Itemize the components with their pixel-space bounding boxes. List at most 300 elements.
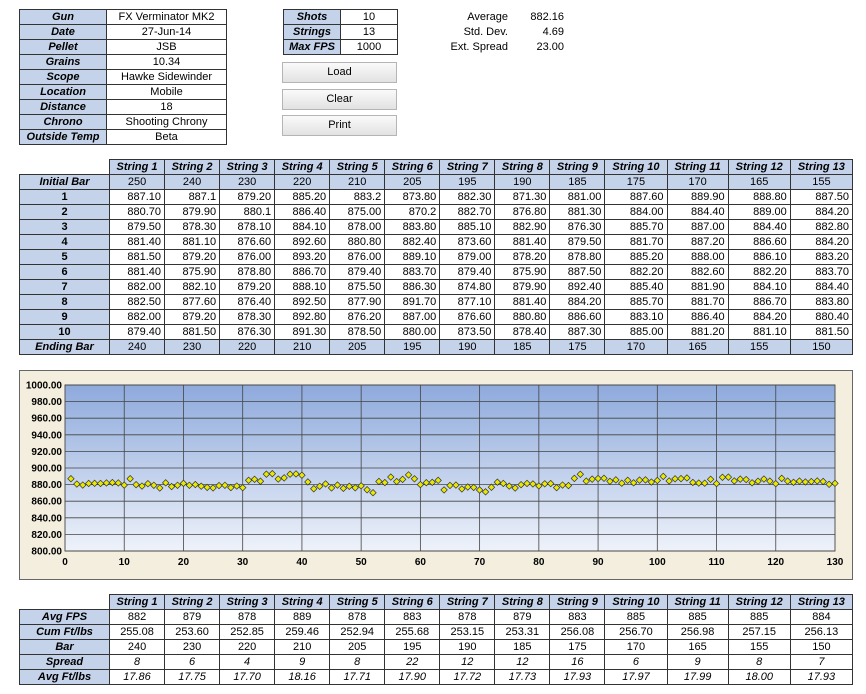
summary-cell: 255.68 xyxy=(385,625,440,640)
shot-cell[interactable]: 881.30 xyxy=(550,205,605,220)
x-tick-label: 60 xyxy=(414,557,426,568)
shot-cell[interactable]: 875.90 xyxy=(165,265,220,280)
shot-cell[interactable]: 880.1 xyxy=(220,205,275,220)
string-header: String 7 xyxy=(440,160,495,175)
setup-label: Outside Temp xyxy=(20,130,107,145)
summary-header: String 10 xyxy=(605,595,667,610)
shot-cell[interactable]: 885.40 xyxy=(605,280,667,295)
summary-cell: 6 xyxy=(165,655,220,670)
summary-cell: 17.70 xyxy=(220,670,275,685)
shot-cell[interactable]: 886.10 xyxy=(728,250,790,265)
shot-cell[interactable]: 891.30 xyxy=(275,325,330,340)
string-header: String 13 xyxy=(790,160,852,175)
param-row xyxy=(284,10,398,25)
shot-cell[interactable]: 879.20 xyxy=(165,310,220,325)
load-button[interactable]: Load xyxy=(282,62,397,83)
shot-cell[interactable]: 878.20 xyxy=(495,250,550,265)
y-axis-ticks xyxy=(26,381,63,558)
string-header: String 8 xyxy=(495,160,550,175)
y-tick-label: 840.00 xyxy=(31,513,62,525)
shot-row xyxy=(20,265,853,280)
summary-row xyxy=(20,640,853,655)
ending-bar-cell[interactable]: 210 xyxy=(275,340,330,355)
x-tick-label: 90 xyxy=(592,557,604,568)
shot-cell[interactable]: 887.30 xyxy=(550,325,605,340)
shot-cell[interactable]: 884.40 xyxy=(728,220,790,235)
initial-bar-cell[interactable]: 250 xyxy=(110,175,165,190)
summary-cell: 7 xyxy=(790,655,852,670)
summary-cell: 17.90 xyxy=(385,670,440,685)
shot-cell[interactable]: 880.00 xyxy=(385,325,440,340)
shot-cell[interactable]: 883.10 xyxy=(605,310,667,325)
setup-value[interactable]: 27-Jun-14 xyxy=(107,25,227,40)
shot-number: 5 xyxy=(20,250,110,265)
shot-cell[interactable]: 884.00 xyxy=(605,205,667,220)
shot-cell[interactable]: 878.30 xyxy=(165,220,220,235)
shot-cell[interactable]: 881.40 xyxy=(495,295,550,310)
setup-value[interactable]: 18 xyxy=(107,100,227,115)
shot-cell[interactable]: 880.80 xyxy=(330,235,385,250)
setup-row xyxy=(20,40,227,55)
shot-cell[interactable]: 882.70 xyxy=(440,205,495,220)
shot-cell[interactable]: 887.50 xyxy=(790,190,852,205)
summary-cell: 883 xyxy=(385,610,440,625)
summary-header: String 11 xyxy=(667,595,728,610)
shot-row xyxy=(20,325,853,340)
initial-bar-cell[interactable]: 165 xyxy=(728,175,790,190)
string-header: String 2 xyxy=(165,160,220,175)
shot-cell[interactable]: 876.60 xyxy=(220,235,275,250)
summary-cell: 4 xyxy=(220,655,275,670)
shot-cell[interactable]: 879.50 xyxy=(110,220,165,235)
shot-cell[interactable]: 885.10 xyxy=(440,220,495,235)
shot-cell[interactable]: 892.50 xyxy=(275,295,330,310)
shot-row xyxy=(20,205,853,220)
string-header: String 11 xyxy=(667,160,728,175)
stat-row xyxy=(440,25,564,40)
shot-cell[interactable]: 884.10 xyxy=(275,220,330,235)
initial-bar-cell[interactable]: 230 xyxy=(220,175,275,190)
param-value[interactable]: 1000 xyxy=(341,40,398,55)
setup-label: Chrono xyxy=(20,115,107,130)
ending-bar-cell[interactable]: 165 xyxy=(667,340,728,355)
shot-cell[interactable]: 878.80 xyxy=(220,265,275,280)
shot-cell[interactable]: 884.40 xyxy=(790,280,852,295)
summary-cell: 884 xyxy=(790,610,852,625)
shot-row xyxy=(20,220,853,235)
shot-cell[interactable]: 871.30 xyxy=(495,190,550,205)
ending-bar-cell[interactable]: 195 xyxy=(385,340,440,355)
shot-cell[interactable]: 884.20 xyxy=(728,310,790,325)
summary-cell: 256.08 xyxy=(550,625,605,640)
shot-cell[interactable]: 879.20 xyxy=(165,250,220,265)
ending-bar-cell[interactable]: 240 xyxy=(110,340,165,355)
setup-label: Distance xyxy=(20,100,107,115)
print-button[interactable]: Print xyxy=(282,115,397,136)
summary-cell: 17.86 xyxy=(110,670,165,685)
shot-cell[interactable]: 888.10 xyxy=(275,280,330,295)
summary-header: String 12 xyxy=(728,595,790,610)
shot-cell[interactable]: 875.90 xyxy=(495,265,550,280)
shot-cell[interactable]: 882.30 xyxy=(440,190,495,205)
stat-value: 4.69 xyxy=(542,26,564,38)
summary-header: String 9 xyxy=(550,595,605,610)
setup-value[interactable]: FX Verminator MK2 xyxy=(107,10,227,25)
setup-value[interactable]: Shooting Chrony xyxy=(107,115,227,130)
shot-cell[interactable]: 882.00 xyxy=(110,280,165,295)
shot-cell[interactable]: 882.20 xyxy=(728,265,790,280)
summary-cell: 9 xyxy=(667,655,728,670)
param-label: Shots xyxy=(284,10,341,25)
clear-button[interactable]: Clear xyxy=(282,89,397,110)
shot-cell[interactable]: 884.20 xyxy=(790,205,852,220)
shot-cell[interactable]: 889.00 xyxy=(728,205,790,220)
shot-cell[interactable]: 881.50 xyxy=(110,250,165,265)
ending-bar-cell[interactable]: 155 xyxy=(728,340,790,355)
summary-cell: 256.70 xyxy=(605,625,667,640)
summary-cell: 165 xyxy=(667,640,728,655)
ending-bar-label: Ending Bar xyxy=(20,340,110,355)
shot-cell[interactable]: 885.20 xyxy=(275,190,330,205)
shot-cell[interactable]: 892.40 xyxy=(550,280,605,295)
ending-bar-cell[interactable]: 185 xyxy=(495,340,550,355)
summary-cell: 8 xyxy=(330,655,385,670)
shot-number: 4 xyxy=(20,235,110,250)
summary-cell: 885 xyxy=(728,610,790,625)
shot-cell[interactable]: 877.10 xyxy=(440,295,495,310)
summary-header: String 1 xyxy=(110,595,165,610)
initial-bar-cell[interactable]: 220 xyxy=(275,175,330,190)
summary-cell: 878 xyxy=(220,610,275,625)
summary-cell: 257.15 xyxy=(728,625,790,640)
shot-cell[interactable]: 881.50 xyxy=(790,325,852,340)
shot-cell[interactable]: 892.80 xyxy=(275,310,330,325)
shot-cell[interactable]: 877.90 xyxy=(330,295,385,310)
summary-header: String 3 xyxy=(220,595,275,610)
shot-cell[interactable]: 882.40 xyxy=(385,235,440,250)
shot-cell[interactable]: 885.70 xyxy=(605,295,667,310)
setup-row xyxy=(20,10,227,25)
shot-cell[interactable]: 883.2 xyxy=(330,190,385,205)
shot-cell[interactable]: 876.00 xyxy=(330,250,385,265)
param-label: Strings xyxy=(284,25,341,40)
fps-chart-frame xyxy=(19,370,853,580)
shot-cell[interactable]: 876.80 xyxy=(495,205,550,220)
setup-value[interactable]: Beta xyxy=(107,130,227,145)
ending-bar-cell[interactable]: 230 xyxy=(165,340,220,355)
summary-cell: 17.99 xyxy=(667,670,728,685)
shot-cell[interactable]: 877.60 xyxy=(165,295,220,310)
shot-cell[interactable]: 882.50 xyxy=(110,295,165,310)
setup-label: Gun xyxy=(20,10,107,25)
shot-cell[interactable]: 882.10 xyxy=(165,280,220,295)
summary-cell: 185 xyxy=(495,640,550,655)
summary-cell: 878 xyxy=(440,610,495,625)
summary-cell: 879 xyxy=(165,610,220,625)
setup-value[interactable]: Mobile xyxy=(107,85,227,100)
summary-label: Avg Ft/lbs xyxy=(20,670,110,685)
corner-cell xyxy=(20,595,110,610)
param-label: Max FPS xyxy=(284,40,341,55)
shot-cell[interactable]: 873.50 xyxy=(440,325,495,340)
shot-number: 1 xyxy=(20,190,110,205)
shot-cell[interactable]: 886.60 xyxy=(550,310,605,325)
shot-cell[interactable]: 884.10 xyxy=(728,280,790,295)
summary-cell: 9 xyxy=(275,655,330,670)
initial-bar-cell[interactable]: 170 xyxy=(667,175,728,190)
x-axis-ticks xyxy=(62,557,844,568)
string-header: String 3 xyxy=(220,160,275,175)
shot-cell[interactable]: 882.00 xyxy=(110,310,165,325)
string-header: String 9 xyxy=(550,160,605,175)
setup-value[interactable]: Hawke Sidewinder xyxy=(107,70,227,85)
initial-bar-cell[interactable]: 195 xyxy=(440,175,495,190)
shot-cell[interactable]: 881.10 xyxy=(728,325,790,340)
shot-cell[interactable]: 884.40 xyxy=(667,205,728,220)
y-tick-label: 960.00 xyxy=(31,413,62,425)
stat-value: 882.16 xyxy=(530,11,564,23)
initial-bar-cell[interactable]: 185 xyxy=(550,175,605,190)
shot-cell[interactable]: 873.80 xyxy=(385,190,440,205)
summary-table xyxy=(19,594,853,685)
summary-cell: 883 xyxy=(550,610,605,625)
shot-cell[interactable]: 879.00 xyxy=(440,250,495,265)
x-tick-label: 0 xyxy=(62,557,68,568)
summary-header: String 4 xyxy=(275,595,330,610)
shot-cell[interactable]: 876.20 xyxy=(330,310,385,325)
shot-cell[interactable]: 876.30 xyxy=(550,220,605,235)
shot-cell[interactable]: 879.20 xyxy=(220,190,275,205)
shot-cell[interactable]: 886.70 xyxy=(275,265,330,280)
summary-cell: 230 xyxy=(165,640,220,655)
summary-cell: 22 xyxy=(385,655,440,670)
ending-bar-cell[interactable]: 190 xyxy=(440,340,495,355)
setup-label: Grains xyxy=(20,55,107,70)
summary-cell: 253.60 xyxy=(165,625,220,640)
shot-cell[interactable]: 875.00 xyxy=(330,205,385,220)
shot-row xyxy=(20,190,853,205)
summary-cell: 8 xyxy=(110,655,165,670)
stats-panel xyxy=(440,10,564,55)
initial-bar-cell[interactable]: 240 xyxy=(165,175,220,190)
ending-bar-cell[interactable]: 170 xyxy=(605,340,667,355)
summary-cell: 256.13 xyxy=(790,625,852,640)
shot-cell[interactable]: 878.10 xyxy=(220,220,275,235)
setup-value[interactable]: JSB xyxy=(107,40,227,55)
x-tick-label: 130 xyxy=(826,557,844,568)
shot-cell[interactable]: 879.40 xyxy=(110,325,165,340)
shot-cell[interactable]: 882.20 xyxy=(605,265,667,280)
shot-cell[interactable]: 882.90 xyxy=(495,220,550,235)
summary-cell: 17.73 xyxy=(495,670,550,685)
shot-cell[interactable]: 881.00 xyxy=(550,190,605,205)
string-header: String 10 xyxy=(605,160,667,175)
x-tick-label: 20 xyxy=(177,557,190,568)
summary-cell: 12 xyxy=(440,655,495,670)
stat-value: 23.00 xyxy=(536,41,564,53)
setup-label: Location xyxy=(20,85,107,100)
setup-row xyxy=(20,55,227,70)
string-header: String 5 xyxy=(330,160,385,175)
shot-cell[interactable]: 880.40 xyxy=(790,310,852,325)
shot-cell[interactable]: 888.00 xyxy=(667,250,728,265)
summary-header: String 5 xyxy=(330,595,385,610)
shot-cell[interactable]: 879.40 xyxy=(440,265,495,280)
shot-cell[interactable]: 881.70 xyxy=(605,235,667,250)
initial-bar-cell[interactable]: 190 xyxy=(495,175,550,190)
string-header: String 4 xyxy=(275,160,330,175)
summary-label: Spread xyxy=(20,655,110,670)
ending-bar-row xyxy=(20,340,853,355)
summary-cell: 17.93 xyxy=(790,670,852,685)
summary-cell: 253.31 xyxy=(495,625,550,640)
shot-cell[interactable]: 887.1 xyxy=(165,190,220,205)
shot-cell[interactable]: 887.50 xyxy=(550,265,605,280)
shot-cell[interactable]: 883.70 xyxy=(385,265,440,280)
shot-cell[interactable]: 876.40 xyxy=(220,295,275,310)
summary-cell: 170 xyxy=(605,640,667,655)
shot-cell[interactable]: 883.80 xyxy=(790,295,852,310)
shot-cell[interactable]: 881.40 xyxy=(110,265,165,280)
shot-cell[interactable]: 874.80 xyxy=(440,280,495,295)
summary-cell: 882 xyxy=(110,610,165,625)
shot-cell[interactable]: 881.40 xyxy=(110,235,165,250)
initial-bar-cell[interactable]: 205 xyxy=(385,175,440,190)
shot-number: 10 xyxy=(20,325,110,340)
shot-cell[interactable]: 887.20 xyxy=(667,235,728,250)
string-header: String 1 xyxy=(110,160,165,175)
shot-cell[interactable]: 885.70 xyxy=(605,220,667,235)
shot-cell[interactable]: 881.40 xyxy=(495,235,550,250)
shot-cell[interactable]: 879.20 xyxy=(220,280,275,295)
shot-cell[interactable]: 889.10 xyxy=(385,250,440,265)
shot-cell[interactable]: 886.30 xyxy=(385,280,440,295)
summary-cell: 18.16 xyxy=(275,670,330,685)
ending-bar-cell[interactable]: 150 xyxy=(790,340,852,355)
summary-cell: 252.94 xyxy=(330,625,385,640)
x-tick-label: 100 xyxy=(648,557,666,568)
x-tick-label: 10 xyxy=(118,557,130,568)
stat-label: Std. Dev. xyxy=(463,26,508,38)
shot-cell[interactable]: 891.70 xyxy=(385,295,440,310)
shot-cell[interactable]: 892.60 xyxy=(275,235,330,250)
shot-cell[interactable]: 888.80 xyxy=(728,190,790,205)
shot-cell[interactable]: 882.80 xyxy=(790,220,852,235)
shot-number: 9 xyxy=(20,310,110,325)
shot-cell[interactable]: 889.90 xyxy=(667,190,728,205)
shot-cell[interactable]: 878.00 xyxy=(330,220,385,235)
shot-cell[interactable]: 886.70 xyxy=(728,295,790,310)
strings-header-row xyxy=(20,160,853,175)
x-tick-label: 110 xyxy=(708,557,725,568)
shot-number: 3 xyxy=(20,220,110,235)
stat-label: Average xyxy=(467,11,508,23)
shot-row xyxy=(20,280,853,295)
shot-cell[interactable]: 887.00 xyxy=(385,310,440,325)
shot-cell[interactable]: 873.60 xyxy=(440,235,495,250)
initial-bar-cell[interactable]: 210 xyxy=(330,175,385,190)
shot-cell[interactable]: 880.70 xyxy=(110,205,165,220)
ending-bar-cell[interactable]: 220 xyxy=(220,340,275,355)
param-value[interactable]: 10 xyxy=(341,10,398,25)
shot-row xyxy=(20,250,853,265)
summary-row xyxy=(20,670,853,685)
shot-cell[interactable]: 876.30 xyxy=(220,325,275,340)
shot-cell[interactable]: 881.70 xyxy=(667,295,728,310)
shot-cell[interactable]: 878.80 xyxy=(550,250,605,265)
initial-bar-label: Initial Bar xyxy=(20,175,110,190)
shot-cell[interactable]: 887.10 xyxy=(110,190,165,205)
summary-cell: 17.97 xyxy=(605,670,667,685)
shot-number: 8 xyxy=(20,295,110,310)
shot-number: 6 xyxy=(20,265,110,280)
shot-cell[interactable]: 887.00 xyxy=(667,220,728,235)
initial-bar-cell[interactable]: 175 xyxy=(605,175,667,190)
shot-cell[interactable]: 882.60 xyxy=(667,265,728,280)
shot-cell[interactable]: 878.50 xyxy=(330,325,385,340)
shot-cell[interactable]: 879.50 xyxy=(550,235,605,250)
shot-cell[interactable]: 878.30 xyxy=(220,310,275,325)
summary-cell: 17.75 xyxy=(165,670,220,685)
setup-row xyxy=(20,130,227,145)
ending-bar-cell[interactable]: 205 xyxy=(330,340,385,355)
y-tick-label: 900.00 xyxy=(31,463,62,475)
ending-bar-cell[interactable]: 175 xyxy=(550,340,605,355)
strings-table xyxy=(19,159,853,355)
shot-cell[interactable]: 870.2 xyxy=(385,205,440,220)
shot-cell[interactable]: 885.00 xyxy=(605,325,667,340)
shot-cell[interactable]: 884.20 xyxy=(790,235,852,250)
shot-cell[interactable]: 886.60 xyxy=(728,235,790,250)
shot-cell[interactable]: 893.20 xyxy=(275,250,330,265)
summary-row xyxy=(20,655,853,670)
shot-cell[interactable]: 881.50 xyxy=(165,325,220,340)
x-tick-label: 70 xyxy=(474,557,486,568)
summary-header-row xyxy=(20,595,853,610)
shot-cell[interactable]: 886.40 xyxy=(275,205,330,220)
summary-cell: 18.00 xyxy=(728,670,790,685)
summary-cell: 878 xyxy=(330,610,385,625)
shot-cell[interactable]: 880.80 xyxy=(495,310,550,325)
shot-cell[interactable]: 886.40 xyxy=(667,310,728,325)
shot-cell[interactable]: 879.90 xyxy=(165,205,220,220)
shot-cell[interactable]: 881.10 xyxy=(165,235,220,250)
shot-cell[interactable]: 876.00 xyxy=(220,250,275,265)
shot-cell[interactable]: 883.80 xyxy=(385,220,440,235)
setup-row xyxy=(20,115,227,130)
y-tick-label: 800.00 xyxy=(31,546,62,558)
shot-cell[interactable]: 879.90 xyxy=(495,280,550,295)
summary-row xyxy=(20,610,853,625)
shot-cell[interactable]: 879.40 xyxy=(330,265,385,280)
shot-cell[interactable]: 881.90 xyxy=(667,280,728,295)
shot-cell[interactable]: 878.40 xyxy=(495,325,550,340)
initial-bar-cell[interactable]: 155 xyxy=(790,175,852,190)
shot-cell[interactable]: 883.20 xyxy=(790,250,852,265)
summary-cell: 210 xyxy=(275,640,330,655)
shot-cell[interactable]: 883.70 xyxy=(790,265,852,280)
shot-cell[interactable]: 881.20 xyxy=(667,325,728,340)
param-value[interactable]: 13 xyxy=(341,25,398,40)
shot-cell[interactable]: 885.20 xyxy=(605,250,667,265)
setup-label: Scope xyxy=(20,70,107,85)
shot-cell[interactable]: 875.50 xyxy=(330,280,385,295)
shot-cell[interactable]: 876.60 xyxy=(440,310,495,325)
summary-cell: 17.71 xyxy=(330,670,385,685)
shot-cell[interactable]: 884.20 xyxy=(550,295,605,310)
shot-cell[interactable]: 887.60 xyxy=(605,190,667,205)
setup-value[interactable]: 10.34 xyxy=(107,55,227,70)
